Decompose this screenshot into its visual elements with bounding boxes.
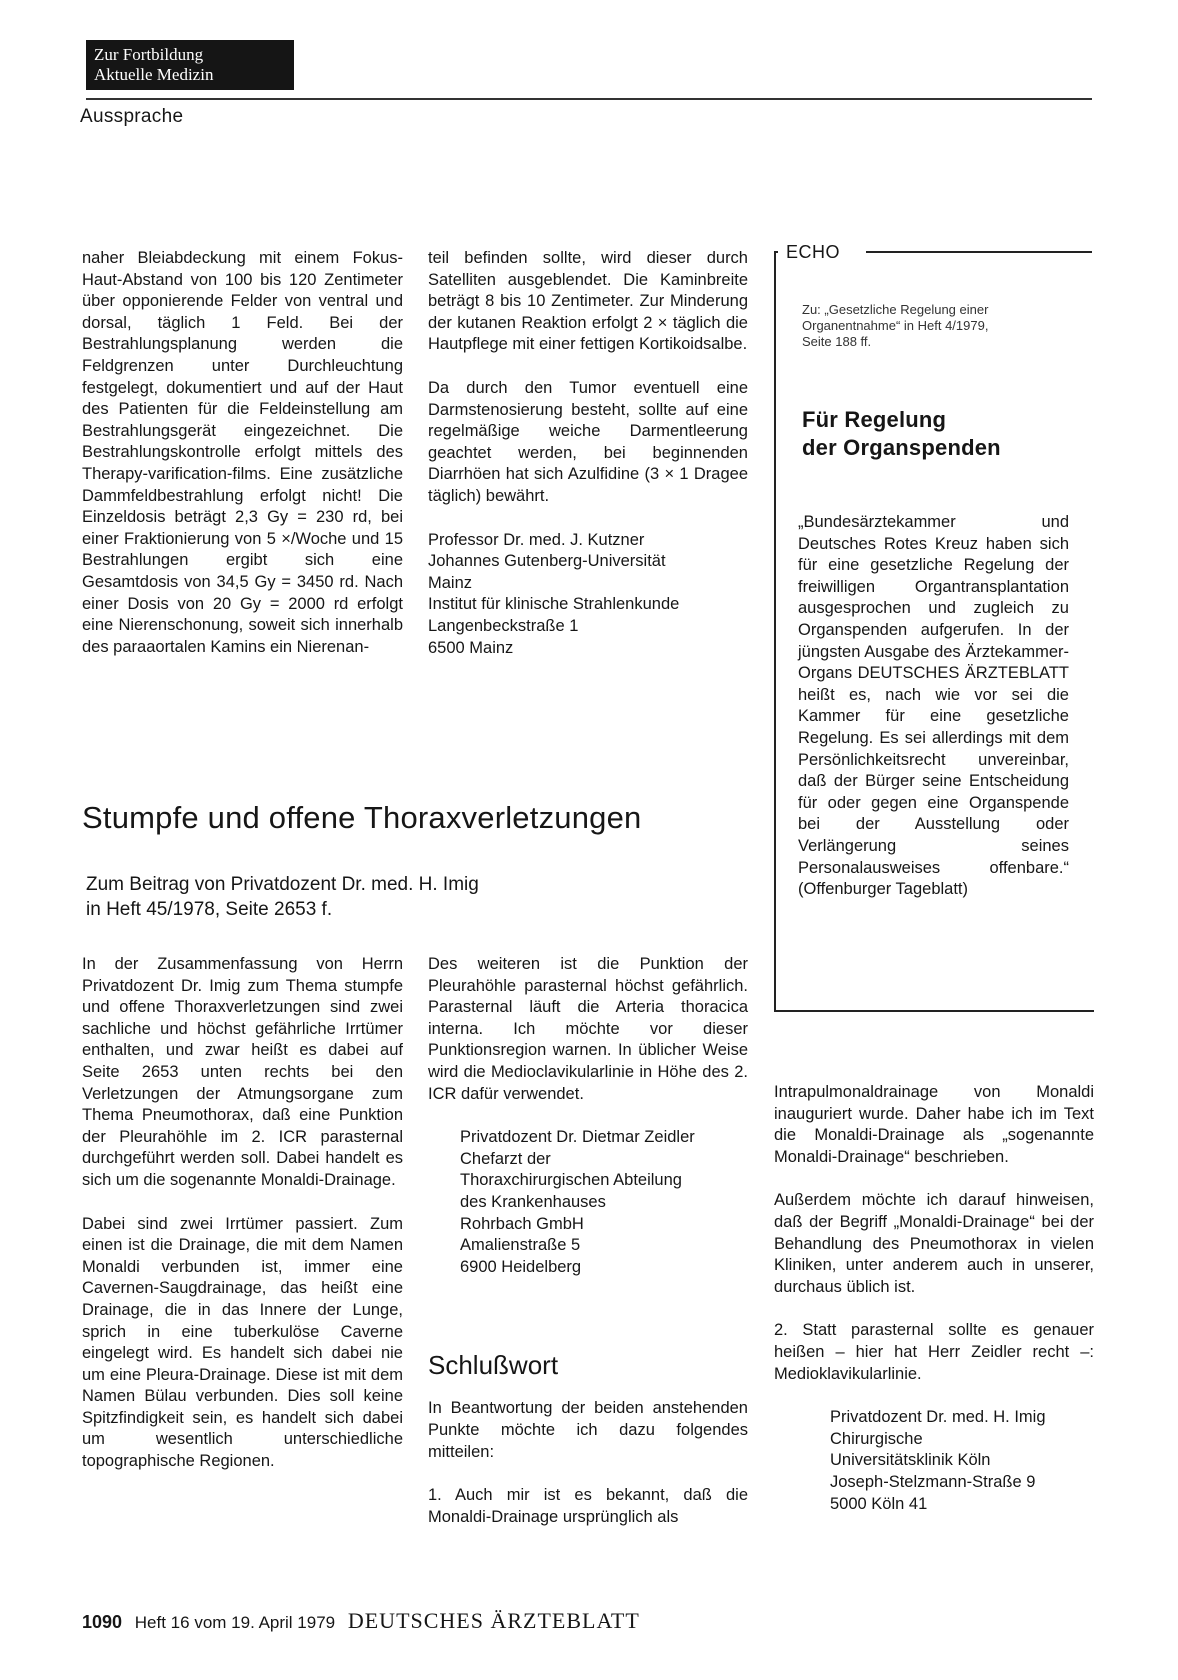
address-line: Joseph-Stelzmann-Straße 9	[830, 1472, 1036, 1491]
address-line: Institut für klinische Strahlenkunde	[428, 595, 680, 614]
badge-line-1: Zur Fortbildung	[94, 45, 204, 64]
address-line: Johannes Gutenberg-Universität	[428, 552, 666, 571]
echo-heading	[802, 406, 1001, 462]
header-rule	[86, 98, 1092, 100]
subtitle-line: in Heft 45/1978, Seite 2653 f.	[86, 899, 333, 920]
address-line: Chefarzt der	[460, 1149, 551, 1168]
echo-reference	[802, 302, 1072, 350]
address-line: des Krankenhauses	[460, 1192, 606, 1211]
address-line: 6500 Mainz	[428, 638, 514, 657]
echo-bottom-rule	[774, 1010, 1094, 1012]
address-line: Mainz	[428, 573, 473, 592]
echo-paragraph: „Bundesärztekammer und Deutsches Rotes Kreuz haben sich für eine gesetzliche Regelung der freiwilligen Organtransplantation ausgesprochen und zugleich zu Organspenden aufgerufen. In der jüngsten Ausgabe des Ärztekammer-Organs DEUTSCHES ÄRZTEBLATT heißt es, nach wie vor sei die Kammer für eine gesetzliche Regelung. Es sei allerdings mit dem Persönlichkeitsrecht unvereinbar, daß der Bürger seine Entscheidung für oder gegen eine Organspende bei der Ausstellung oder Verlängerung seines Personalausweises offenbare.“ (Offenburger Tageblatt)	[798, 513, 1069, 899]
article-paragraph-6: 2. Statt parasternal sollte es genauer heißen – hier hat Herr Zeidler recht –: Medioklavikularlinie.	[774, 1321, 1094, 1383]
section-badge	[86, 40, 294, 90]
kutzner-paragraph-1: naher Bleiabdeckung mit einem Fokus-Haut-Abstand von 100 bis 120 Zentimeter über opponierende Felder von ventral und dorsal, täglich 1 Feld. Bei der Bestrahlungsplanung werden die Feldgrenzen unter Durchleuchtung festgelegt, dokumentiert und auf der Haut des Patienten für die Feldeinstellung am Bestrahlungsgerät eingezeichnet. Die Bestrahlungskontrolle erfolgt mittels des Therapy-varification-films. Eine zusätzliche Dammfeldbestrahlung erfolgt nicht! Die Einzeldosis beträgt 2,3 Gy = 230 rd, bei einer Fraktionierung von 5 ×/Woche und 15 Bestrahlungen ergibt sich eine Gesamtdosis von 34,5 Gy = 3450 rd. Nach einer Dosis von 20 Gy = 2000 rd erfolgt eine Nierenschonung, soweit sich innerhalb des paraaortalen Kamins ein Nierenan-	[82, 249, 403, 656]
echo-reference-line: Zu: „Gesetzliche Regelung einer	[802, 302, 989, 317]
address-line: 6900 Heidelberg	[460, 1257, 582, 1276]
schlusswort-paragraph-1: In Beantwortung der beiden anstehenden Punkte möchte ich dazu folgendes mitteilen:	[428, 1399, 748, 1461]
subtitle-line: Zum Beitrag von Privatdozent Dr. med. H. Imig	[86, 874, 479, 895]
schlusswort-paragraph-2: 1. Auch mir ist es bekannt, daß die Monaldi-Drainage ursprünglich als	[428, 1486, 748, 1526]
article-column-1	[82, 954, 403, 1473]
echo-label: ECHO	[786, 242, 841, 262]
article-column-3	[774, 1082, 1094, 1515]
article-paragraph-1: In der Zusammenfassung von Herrn Privatdozent Dr. Imig zum Thema stumpfe und offene Thoraxverletzungen sind zwei sachliche und höchst gefährliche Irrtümer enthalten, und zwar heißt es dabei auf Seite 2653 unten rechts bei den Verletzungen der Atmungsorgane zum Thema Pneumothorax, daß eine Punktion der Pleurahöhle im 2. ICR parasternal durchgeführt werden soll. Dabei handelt es sich um die sogenannte Monaldi-Drainage.	[82, 955, 403, 1189]
article-paragraph-4: Intrapulmonaldrainage von Monaldi inauguriert wurde. Daher habe ich im Text die Monaldi-Drainage als „sogenannte Monaldi-Drainage“ beschrieben.	[774, 1083, 1094, 1166]
kutzner-address	[428, 530, 748, 660]
article-title: Stumpfe und offene Thoraxverletzungen	[82, 800, 642, 835]
kutzner-column-1	[82, 248, 403, 658]
address-line: Langenbeckstraße 1	[428, 616, 579, 635]
page-number: 1090	[82, 1612, 123, 1632]
echo-body	[798, 512, 1069, 901]
article-column-2	[428, 954, 748, 1528]
address-line: Chirurgische	[830, 1429, 923, 1448]
address-line: Thoraxchirurgischen Abteilung	[460, 1171, 682, 1190]
article-paragraph-2: Dabei sind zwei Irrtümer passiert. Zum einen ist die Drainage, die mit dem Namen Monaldi verbunden ist, immer eine Cavernen-Saugdrainage, das heißt eine Drainage, die in das Innere der Lunge, sprich in eine tuberkulöse Caverne eingelegt wird. Es handelt sich dabei nie um eine Pleura-Drainage. Diese ist mit dem Namen Bülau verbunden. Dies soll keine Spitzfindigkeit sein, es handelt sich dabei um wesentlich unterschiedliche topographische Regionen.	[82, 1214, 403, 1471]
address-line: Amalienstraße 5	[460, 1236, 581, 1255]
address-line: Professor Dr. med. J. Kutzner	[428, 530, 645, 549]
address-line: Privatdozent Dr. med. H. Imig	[830, 1408, 1046, 1427]
address-line: Rohrbach GmbH	[460, 1214, 584, 1233]
issue-info: Heft 16 vom 19. April 1979	[134, 1613, 336, 1632]
echo-heading-line: Für Regelung	[802, 407, 947, 432]
article-subtitle	[86, 872, 479, 922]
badge-line-2: Aktuelle Medizin	[94, 65, 214, 84]
kutzner-paragraph-2: teil befinden sollte, wird dieser durch Satelliten ausgeblendet. Die Kaminbreite beträgt 8 bis 10 Zentimeter. Zur Minderung der kutanen Reaktion erfolgt 2 × täglich die Hautpflege mit einer fettigen Kortikoidsalbe.	[428, 249, 748, 354]
kutzner-column-2	[428, 248, 748, 659]
magazine-name: DEUTSCHES ÄRZTEBLATT	[347, 1608, 640, 1633]
article-paragraph-3: Des weiteren ist die Punktion der Pleurahöhle parasternal höchst gefährlich. Parasternal läuft die Arteria thoracica interna. Ich möchte vor dieser Punktionsregion warnen. In üblicher Weise wird die Medioclavikularlinie in Höhe des 2. ICR dafür verwendet.	[428, 955, 748, 1103]
article-paragraph-5: Außerdem möchte ich darauf hinweisen, daß der Begriff „Monaldi-Drainage“ bei der Behandlung des Pneumothorax in vielen Kliniken, unter anderem auch in unserer, durchaus üblich ist.	[774, 1191, 1094, 1296]
schlusswort-heading: Schlußwort	[428, 1350, 559, 1381]
zeidler-address	[428, 1127, 748, 1278]
address-line: Universitätsklinik Köln	[830, 1451, 991, 1470]
echo-heading-line: der Organspenden	[802, 435, 1001, 460]
address-line: Privatdozent Dr. Dietmar Zeidler	[460, 1128, 695, 1147]
imig-address	[774, 1407, 1094, 1515]
echo-reference-line: Organentnahme“ in Heft 4/1979,	[802, 318, 989, 333]
page-footer	[82, 1608, 640, 1634]
kutzner-paragraph-3: Da durch den Tumor eventuell eine Darmstenosierung besteht, sollte auf eine regelmäßige weiche Darmentleerung geachtet werden, bei beginnenden Diarrhöen hat sich Azulfidine (3 × 1 Dragee täglich) bewährt.	[428, 378, 748, 505]
section-label: Aussprache	[80, 106, 184, 127]
echo-reference-line: Seite 188 ff.	[802, 334, 872, 349]
address-line: 5000 Köln 41	[830, 1494, 928, 1513]
